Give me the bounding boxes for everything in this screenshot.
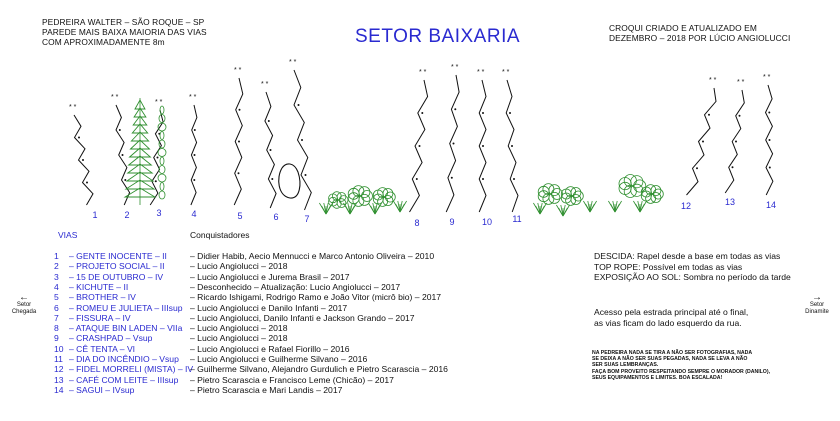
route-number-labels <box>92 197 776 228</box>
anchor-mark: * * <box>419 69 427 76</box>
bolt-icon <box>769 167 771 169</box>
bolt-icon <box>732 166 734 168</box>
route-number: 8 <box>54 323 59 334</box>
header-left-line-2: PAREDE MAIS BAIXA MAIORIA DAS VIAS <box>42 27 207 37</box>
route-row-3 <box>54 272 163 282</box>
route-name: – ROMEU E JULIETA – IIIsup <box>69 302 183 313</box>
column-header-conquistadores: Conquistadores <box>190 230 250 240</box>
route-row-5 <box>54 292 136 302</box>
route-row-12 <box>54 364 193 374</box>
anchor-mark: * * <box>763 74 771 81</box>
nav-right-label: Setor Dinamite <box>805 302 829 315</box>
route-conquistadores: – Lucio Angiolucci, Danilo Infanti e Jackson Grando – 2017 <box>190 312 415 323</box>
tree-icon <box>158 106 166 199</box>
bolt-icon <box>194 154 196 156</box>
bolt-icon <box>451 177 453 179</box>
access-info <box>594 307 748 328</box>
bolt-icon <box>513 178 515 180</box>
route-number: 5 <box>54 292 59 303</box>
bolt-icon <box>509 112 511 114</box>
route-name: – SAGUI – IVsup <box>69 384 135 395</box>
shrub-icon <box>373 188 395 207</box>
bolt-icon <box>271 178 273 180</box>
tree-icon <box>125 98 155 205</box>
info-block <box>594 251 791 283</box>
bolt-icon <box>268 120 270 122</box>
bolt-icon <box>708 114 710 116</box>
boulder-outline <box>279 164 300 198</box>
anchor-mark: * * <box>261 81 269 88</box>
route-conquistadores: – Lucio Angiolucci e Rafael Fiorillo – 2016 <box>190 343 350 354</box>
grass-icon <box>608 201 621 212</box>
nav-setor-dinamite[interactable] <box>800 294 834 316</box>
route-conquistadores: – Lucio Angiolucci – 2018 <box>190 323 288 334</box>
arrow-left-icon: ← <box>19 292 29 303</box>
bolt-icon <box>239 109 241 111</box>
route-conquistadores: – Lucio Angiolucci – 2018 <box>190 261 288 272</box>
route-lines <box>69 59 773 212</box>
anchor-mark: * * <box>189 94 197 101</box>
nav-setor-chegada[interactable] <box>8 294 40 316</box>
bolt-icon <box>739 115 741 117</box>
bolt-icon <box>453 143 455 145</box>
route-number: 3 <box>54 271 59 282</box>
bolt-icon <box>119 129 121 131</box>
shrub-icon <box>561 187 583 206</box>
bolt-icon <box>86 182 88 184</box>
route-name: – DIA DO INCÊNDIO – Vsup <box>69 354 179 364</box>
bolt-icon <box>193 179 195 181</box>
route-label-12: 12 <box>680 201 692 211</box>
route-row-11 <box>54 354 179 364</box>
route-label-8: 8 <box>414 218 420 228</box>
arrow-right-icon: → <box>812 292 822 303</box>
route-row-13 <box>54 375 178 385</box>
bolt-icon <box>238 141 240 143</box>
notice-line-1: NA PEDREIRA NADA SE TIRA A NÃO SER FOTOGRAFIAS, NADA <box>592 350 753 356</box>
grass-icon <box>556 205 569 216</box>
route-label-7: 7 <box>304 214 310 224</box>
bolt-icon <box>124 179 126 181</box>
route-name: – FISSURA – IV <box>69 312 131 323</box>
notice-line-4: FAÇA BOM PROVEITO RESPEITANDO SEMPRE O MORADOR (DANILO), <box>592 368 771 375</box>
header-right-line-1: CROQUI CRIADO E ATUALIZADO EM <box>609 23 757 33</box>
route-name: – ATAQUE BIN LADEN – VIIa <box>69 323 183 334</box>
info-descida: DESCIDA: Rapel desde a base em todas as vias <box>594 251 781 261</box>
bolt-icon <box>482 178 484 180</box>
route-row-10 <box>54 344 135 354</box>
bolt-icon <box>416 178 418 180</box>
vegetation <box>125 98 663 216</box>
header-left-line-3: COM APROXIMADAMENTE 8m <box>42 37 165 47</box>
route-number: 9 <box>54 333 59 344</box>
route-label-3: 3 <box>156 208 162 218</box>
bolt-icon <box>122 154 124 156</box>
anchor-mark: * * <box>737 79 745 86</box>
anchor-mark: * * <box>502 69 510 76</box>
grass-icon <box>533 203 546 214</box>
bolt-icon <box>768 112 770 114</box>
route-conquistadores: – Lucio Angiolucci e Jurema Brasil – 2017 <box>190 271 350 282</box>
bolt-icon <box>735 141 737 143</box>
route-name: – FIDEL MORRELI (MISTA) – IV <box>69 364 194 375</box>
route-conquistadores: – Ricardo Ishigami, Rodrigo Ramo e João Vitor (micrô bio) – 2017 <box>190 292 442 303</box>
grass-icon <box>368 203 381 214</box>
route-number: 2 <box>54 261 59 272</box>
bolt-icon <box>421 112 423 114</box>
grass-icon <box>393 201 406 212</box>
route-label-13: 13 <box>724 197 736 207</box>
nav-left-label: Setor Chegada <box>11 302 37 315</box>
route-label-11: 11 <box>512 214 522 224</box>
bolt-icon <box>482 145 484 147</box>
access-line-2: as vias ficam do lado esquerdo da rua. <box>594 317 742 328</box>
route-label-2: 2 <box>124 210 130 220</box>
anchor-mark: * * <box>709 77 717 84</box>
route-conquistadores: – Lucio Angiolucci e Guilherme Silvano – 2016 <box>190 354 368 364</box>
anchor-mark: * * <box>477 69 485 76</box>
route-name: – 15 DE OUTUBRO – IV <box>69 271 164 282</box>
shrub-icon <box>641 185 663 204</box>
route-name: – CÊ TENTA – VI <box>69 343 136 354</box>
bolt-icon <box>419 145 421 147</box>
route-label-10: 10 <box>481 217 493 227</box>
route-number: 4 <box>54 281 59 292</box>
access-line-1: Acesso pela estrada principal até o final, <box>594 307 749 317</box>
route-number: 7 <box>54 312 59 323</box>
route-row-1 <box>54 251 167 261</box>
bolt-icon <box>301 139 303 141</box>
column-header-vias: VIAS <box>58 230 78 240</box>
route-number: 6 <box>54 302 59 313</box>
bolt-icon <box>305 174 307 176</box>
route-row-9 <box>54 333 152 343</box>
info-exposicao: EXPOSIÇÃO AO SOL: Sombra no período da tarde <box>594 272 791 282</box>
anchor-mark: * * <box>69 104 77 111</box>
bolt-icon <box>298 104 300 106</box>
route-label-9: 9 <box>449 217 455 227</box>
bolt-icon <box>78 137 80 139</box>
anchor-mark: * * <box>111 94 119 101</box>
route-conquistadores: – Guilherme Silvano, Alejandro Gurdulich e Pietro Scarascia – 2016 <box>190 364 448 375</box>
route-conquistadores: – Lucio Angiolucci – 2018 <box>190 333 288 344</box>
route-row-7 <box>54 313 131 323</box>
bolt-icon <box>482 112 484 114</box>
notice-line-3: SER SUAS LEMBRANÇAS. <box>592 362 659 369</box>
info-top-rope: TOP ROPE: Possível em todas as vias <box>594 261 743 272</box>
page-title: SETOR BAIXARIA <box>355 26 521 47</box>
anchor-mark: * * <box>451 64 459 71</box>
header-left-line-1: PEDREIRA WALTER – SÃO ROQUE – SP <box>42 17 205 27</box>
anchor-mark: * * <box>289 59 297 66</box>
route-row-8 <box>54 323 182 333</box>
route-number: 1 <box>54 251 59 261</box>
route-conquistadores: – Pietro Scarascia e Mari Landis – 2017 <box>190 384 343 395</box>
route-line-12 <box>687 88 717 195</box>
notice-line-5: SEUS EQUIPAMENTOS E LIMITES. BOA ESCALADA! <box>592 374 723 381</box>
grass-icon <box>633 201 646 212</box>
bolt-icon <box>157 157 159 159</box>
bolt-icon <box>511 145 513 147</box>
route-number: 12 <box>54 364 64 375</box>
route-conquistadores: – Desconhecido – Atualização: Lucio Angiolucci – 2017 <box>190 281 401 292</box>
route-conquistadores: – Didier Habib, Aecio Mennucci e Marco Antonio Oliveira – 2010 <box>190 251 435 261</box>
bolt-icon <box>769 139 771 141</box>
route-number: 13 <box>54 374 64 385</box>
route-name: – PROJETO SOCIAL – II <box>69 261 165 272</box>
route-name: – GENTE INOCENTE – II <box>69 251 167 261</box>
anchor-mark: * * <box>234 67 242 74</box>
shrub-icon <box>538 184 562 205</box>
route-label-6: 6 <box>273 212 279 222</box>
grass-icon <box>583 201 596 212</box>
bolt-icon <box>194 129 196 131</box>
route-conquistadores: – Pietro Scarascia e Francisco Leme (Chicão) – 2017 <box>190 374 394 385</box>
route-line-13 <box>725 90 744 193</box>
route-row-4 <box>54 282 128 292</box>
bolt-icon <box>454 108 456 110</box>
route-number: 11 <box>54 354 63 364</box>
route-label-1: 1 <box>92 210 98 220</box>
route-label-14: 14 <box>765 200 777 210</box>
route-row-6 <box>54 303 183 313</box>
route-name: – BROTHER – IV <box>69 292 136 303</box>
route-name: – KICHUTE – II <box>69 281 129 292</box>
route-label-4: 4 <box>191 209 197 219</box>
notice-block <box>592 350 770 381</box>
route-label-5: 5 <box>237 211 243 221</box>
route-conquistadores: – Lucio Angiolucci e Danilo Infanti – 2017 <box>190 302 348 313</box>
grass-icon <box>319 203 332 214</box>
bolt-icon <box>702 141 704 143</box>
route-number: 10 <box>54 343 64 354</box>
route-name: – CAFÉ COM LEITE – IIIsup <box>69 374 179 385</box>
route-row-14 <box>54 385 134 395</box>
bolt-icon <box>696 167 698 169</box>
bolt-icon <box>155 180 157 182</box>
bolt-icon <box>82 159 84 161</box>
anchor-mark: * * <box>155 99 163 106</box>
bolt-icon <box>270 149 272 151</box>
route-row-2 <box>54 261 165 271</box>
route-name: – CRASHPAD – Vsup <box>69 333 153 344</box>
header-right-line-2: DEZEMBRO – 2018 POR LÚCIO ANGIOLUCCI <box>609 33 791 43</box>
route-number: 14 <box>54 384 64 395</box>
bolt-icon <box>238 172 240 174</box>
notice-line-2: SE DEIXA A NÃO SER SUAS PEGADAS, NADA SE LEVA A NÃO <box>592 356 748 363</box>
